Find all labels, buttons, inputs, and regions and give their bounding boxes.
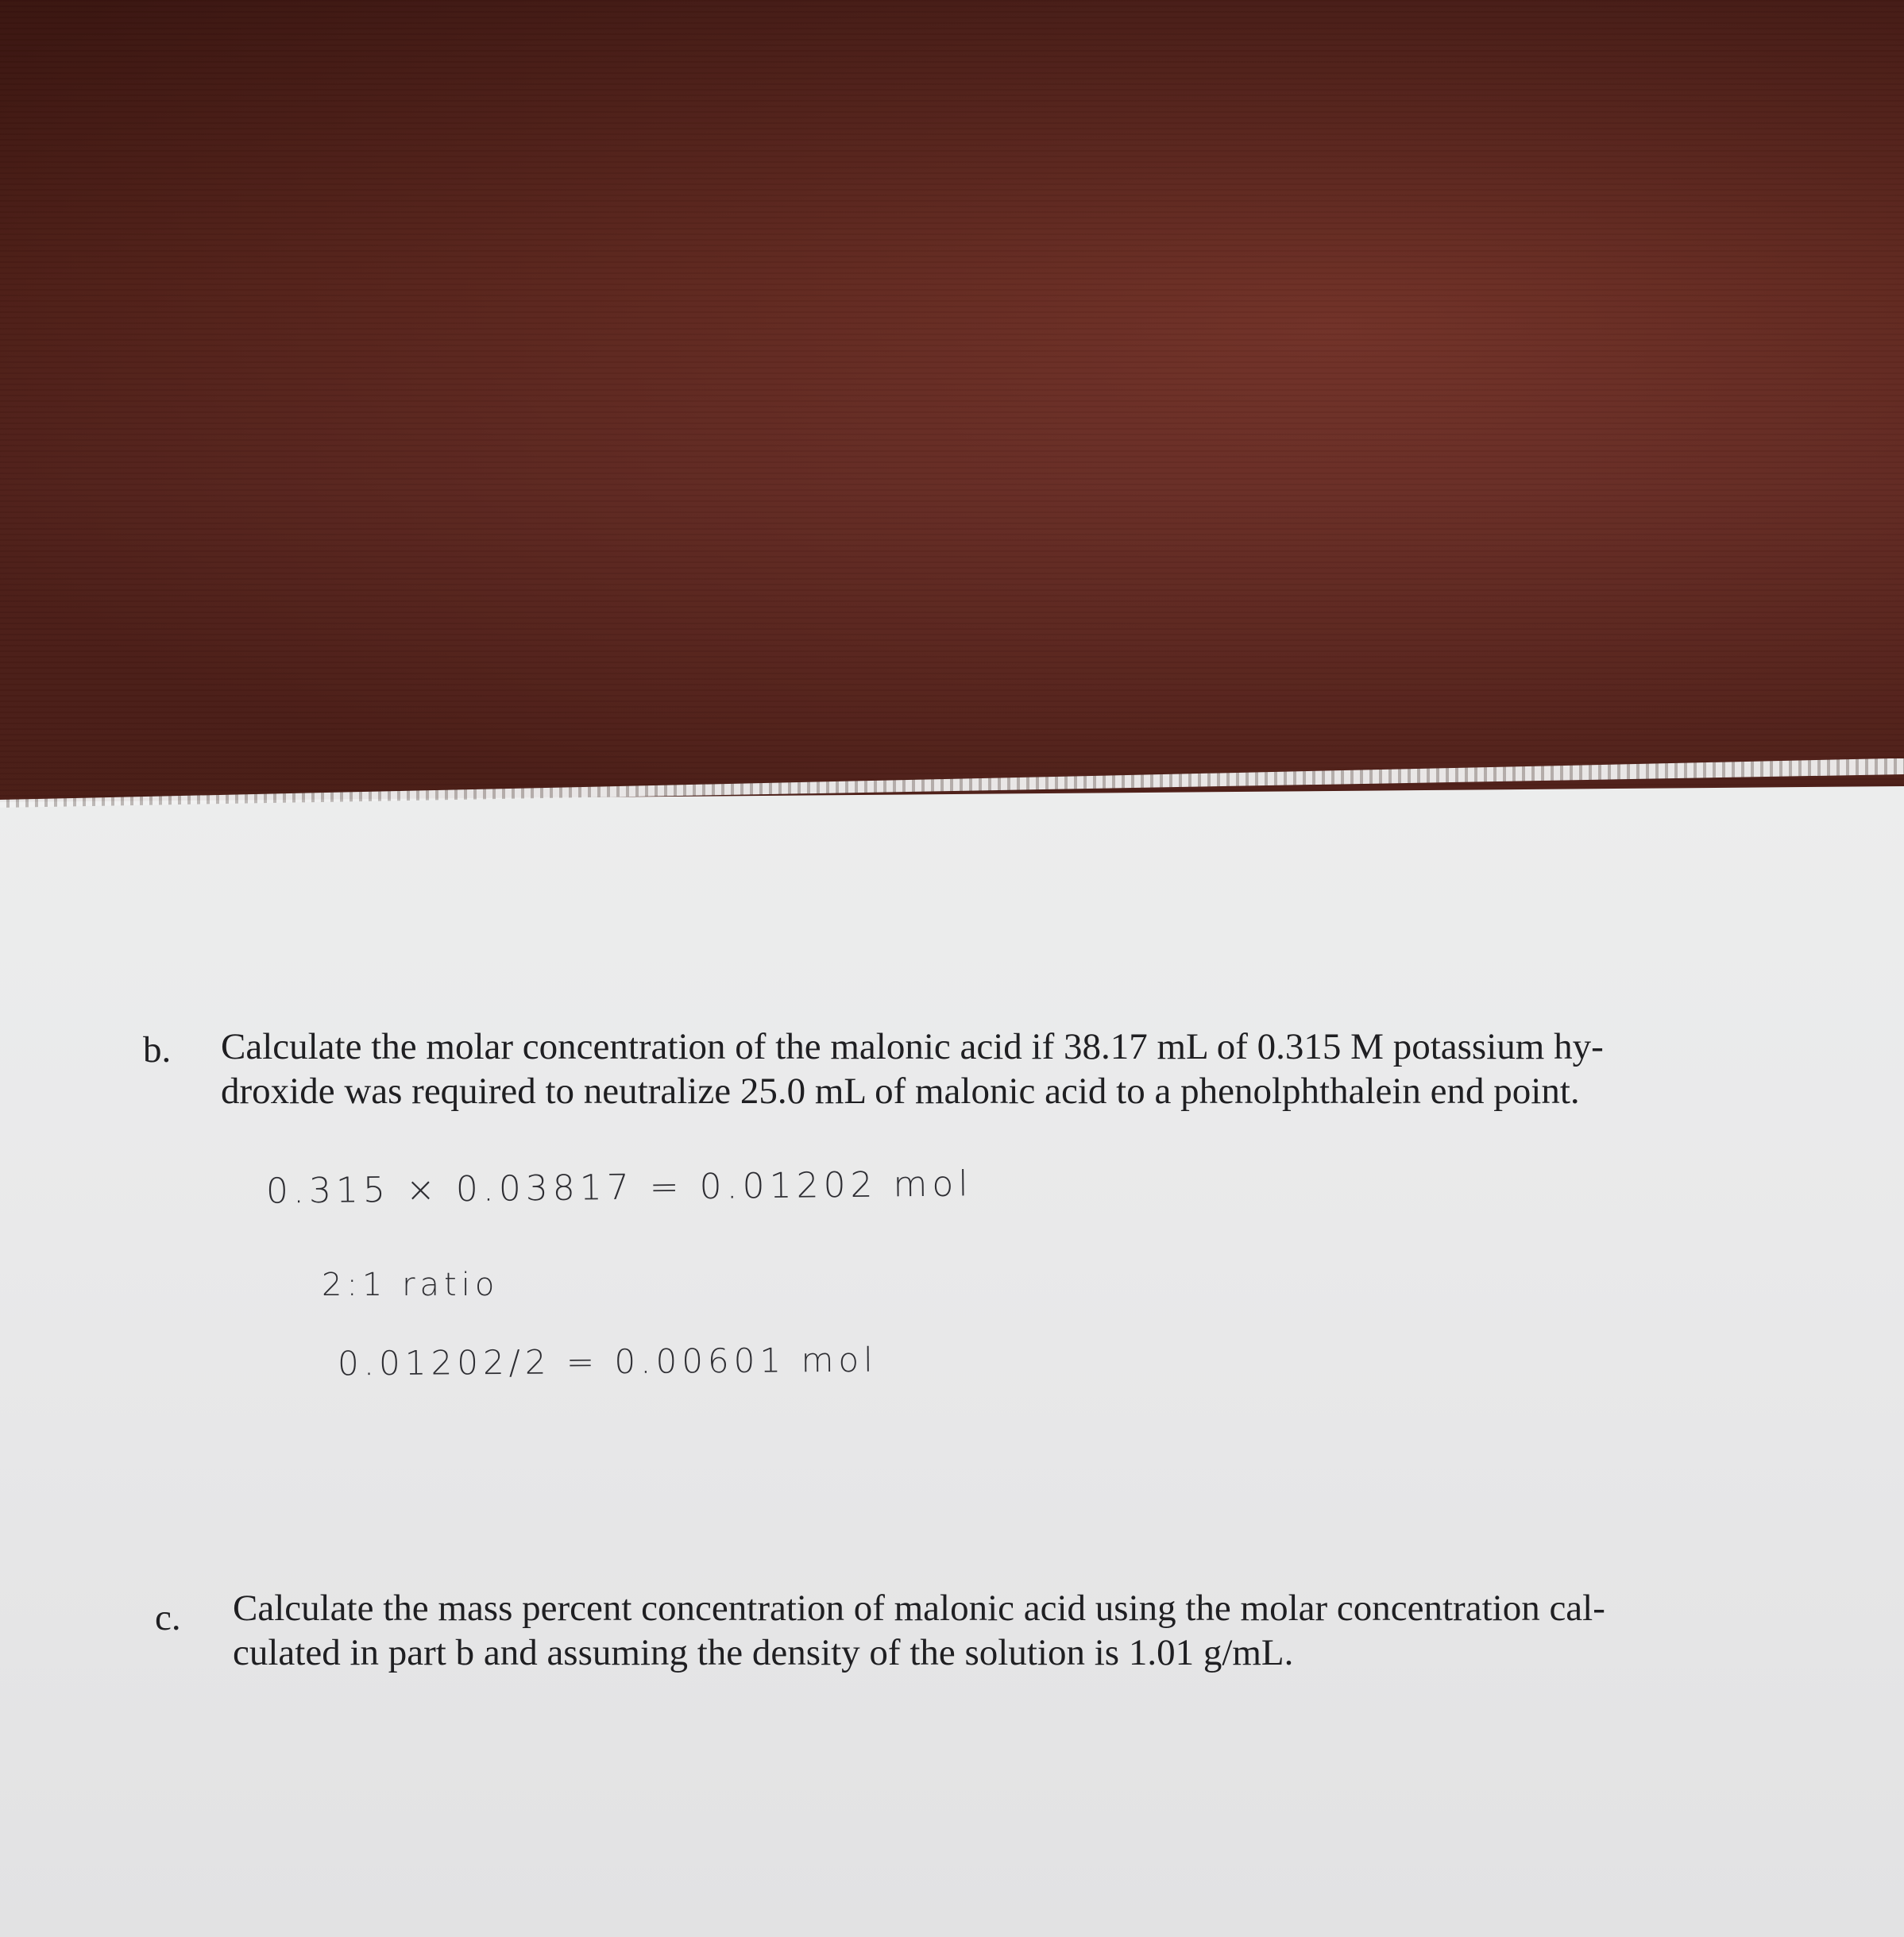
question-b-text (221, 1024, 1809, 1114)
handwritten-line-2: 2:1 ratio (322, 1267, 500, 1303)
question-b-label: b. (143, 1029, 172, 1071)
desk-shading (0, 0, 1904, 818)
question-b-line-2: droxide was required to neutralize 25.0 mL of malonic acid to a phenolphthalein end point. (221, 1071, 1580, 1113)
question-c-line-2: culated in part b and assuming the density of the solution is 1.01 g/mL. (233, 1632, 1294, 1674)
question-c-line-1: Calculate the mass percent concentration of malonic acid using the molar concentration cal- (233, 1588, 1605, 1629)
worksheet-paper (0, 786, 1904, 1937)
question-c-text (233, 1586, 1821, 1676)
question-b-line-1: Calculate the molar concentration of the malonic acid if 38.17 mL of 0.315 M potassium hy- (221, 1026, 1604, 1067)
question-c-label: c. (155, 1597, 181, 1638)
handwritten-line-3: 0.01202/2 = 0.00601 mol (337, 1340, 878, 1383)
handwritten-line-1: 0.315 × 0.03817 = 0.01202 mol (265, 1163, 973, 1212)
